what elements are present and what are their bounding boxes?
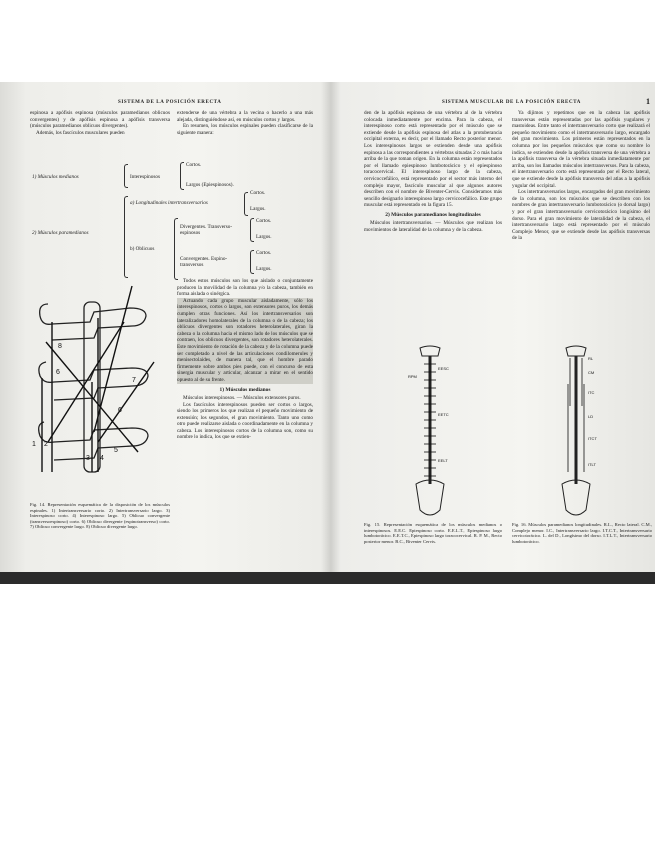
sacrum-outline: [416, 480, 444, 515]
right-page: [334, 82, 655, 572]
scheme-convergentes: Convergentes. Espino-transversos: [180, 256, 228, 269]
right-col1-text: [364, 110, 502, 234]
scheme-oblicuos: b) Oblicuos: [130, 246, 155, 252]
paragraph-highlighted: Actuando cada grupo muscular aisladamente, sólo los interespinosos, cortos o largos, son extensores puros, los demás cumplen otras funciones. Así los intertransversarios son lateralizadores homolaterales de la columna o de la cabeza; los oblicuos divergentes son rotadores heterolaterales, giran la cabeza o la columna hacia el mismo lado de los músculos que se contraen, los oblicuos divergentes, son rotadores heterolaterales. Este movimiento de rotación de la cabeza y de la columna puede ser completado a nivel de las articulaciones condilomerules y menisectolaides, de manera tal, que el hombre parado firmemente sobre ambos pies puede, con el concurso de esta sinergia muscular y articular, alcanzar a mirar en el sentido opuesto al de su frente.: [177, 297, 313, 383]
figure-label: 4: [100, 455, 104, 462]
skull-base-outline: [420, 346, 440, 356]
scheme-cortos: Cortos.: [186, 162, 202, 168]
vertebra-diagram: [28, 282, 168, 482]
scheme-cortos2: Cortos.: [250, 190, 266, 196]
left-col2-text: [177, 278, 313, 441]
section-heading: 2) Músculos paramedianos longitudinales: [385, 211, 481, 218]
paragraph: Todos estos músculos son los que aislado o conjuntamente producen la movilidad de la columna y/o la cabeza, también en forma aislada o sinérgica.: [177, 278, 313, 298]
scanned-book-spread: [0, 82, 655, 582]
paragraph: espinosa a apófisis espinosa (músculos paramedianos oblicuos convergentes) y de apófisis espinosa a apófisis transversa (músculos paramedianos oblicuos divergentes).: [30, 110, 170, 130]
figure-label: LD: [588, 414, 594, 419]
scheme-medianos: 1) Músculos medianos: [32, 174, 79, 180]
figure-caption-15: Fig. 15. Representación esquemática de los músculos medianos o interespinosos. E.E.C. Epiespinoso corto. E.E.L.T., Epiespinoso largo lumbotorácico. E.E.T.C., Epiespinoso largo toracocervical. R. P. M., Recto posterior menor. B.C., Biventer Cervis.: [364, 522, 502, 544]
left-page: [0, 82, 330, 572]
scheme-divergentes: Divergentes. Transverso-espinosos: [180, 224, 233, 237]
classification-scheme: [28, 162, 328, 272]
scheme-largos-epi: Largos (Epiespinosos).: [186, 182, 234, 188]
left-col2-top-text: [177, 110, 313, 136]
paragraph: Músculos intertransversarios. — Músculos que realizan los movimientos de lateralidad de la columna y de la cabeza.: [364, 220, 502, 233]
running-head: SISTEMA DE LA POSICIÓN ERECTA: [118, 100, 222, 105]
figure-caption-16: Fig. 16. Músculos paramedianos longitudinales. R.L., Recto lateral. C.M., Complejo menor. I.C., Intertransversario largo. I.T.C.T., Intertransversario cervicotorácico. L. del D., Longísimo del dorso. I.T.L.T., Intertransversario lumbotorácico.: [512, 522, 652, 544]
figure-label: 1: [32, 441, 36, 448]
figure-label: EETC: [438, 412, 449, 417]
figure-label: 2: [44, 441, 48, 448]
figure-label: 6: [56, 369, 60, 376]
scan-shadow-edge: [0, 572, 655, 584]
skull-base-outline: [566, 346, 586, 356]
scheme-brace: [250, 250, 254, 274]
scheme-largos4: Largos.: [256, 266, 272, 272]
right-col2-text: [512, 110, 650, 242]
figure-label: 7: [132, 377, 136, 384]
spine-figure-15: [390, 344, 470, 520]
paragraph: Además, los fascículos musculares pueden: [36, 129, 125, 136]
running-head: SISTEMA MUSCULAR DE LA POSICIÓN ERECTA: [442, 100, 581, 105]
figure-label: 8: [58, 343, 62, 350]
figure-label: 3: [86, 455, 90, 462]
left-col1-text: [30, 110, 170, 136]
page-number: 1: [646, 97, 650, 106]
scheme-cortos3: Cortos.: [256, 218, 272, 224]
paragraph: den de la apófisis espinosa de una vértebra al de la vértebra colocada inmediatamente por encima. Para la cabeza, el interespinoso corto está representado por el músculo que se extiende desde la apófisis espinosa del atlas a la protuberancia occipital externa, es decir, por el llamado Recto posterior menor. Los interespinosos largos se extienden desde una apófisis espinosa a las correspondientes a vértebras situadas 2 o más hacia arriba de la que toman origen. En la columna están representados por el llamado epiespinoso lumbotorácico y el epiespinoso toracocervical. El interespinoso largo de la cabeza, cervicoccefálico, está representado por el sector más interno del complejo mayor, fascículo muscular al que algunos autores describen con el nombre de Biventer-Cervis. Consideramos más sencillo designarlo interespinoso largo cervicocefálico. Este grupo muscular está representado en la figura 15.: [364, 110, 502, 209]
scheme-paramedianos: 2) Músculos paramedianos: [32, 230, 89, 236]
scheme-interespinosos: Interespinosos: [130, 174, 160, 180]
figure-label: CM: [588, 370, 595, 375]
figure-label: EESC: [438, 366, 449, 371]
scheme-cortos4: Cortos.: [256, 250, 272, 256]
scheme-brace: [180, 162, 184, 190]
figure-label: 6: [118, 407, 122, 414]
figure-label: RL: [588, 356, 594, 361]
scheme-brace: [124, 164, 128, 188]
figure-label: ITC: [588, 390, 595, 395]
paragraph: Músculos interespinosos. — Músculos extensores puros.: [183, 394, 301, 401]
figure-caption: Fig. 14. Representación esquemática de la disposición de los músculos espinales. 1) Intertransversario corto. 2) Intertransversario largo. 3) Interespinoso corto. 4) Interespinoso largo. 5) Oblicuo convergente (transversoespinoso) corto. 6) Oblicuo divergente (espinotransverso) corto. 7) Oblicuo convergente largo. 8) Oblicuo divergente largo.: [30, 502, 170, 530]
scheme-largos3: Largos.: [256, 234, 272, 240]
scheme-brace: [250, 218, 254, 242]
spine-figure-16: [534, 344, 618, 520]
scheme-longitudinales: a) Longitudinales intertransversarios: [130, 200, 208, 206]
scheme-brace: [244, 192, 248, 216]
scheme-largos2: Largos.: [250, 206, 266, 212]
vertebra-outline: [40, 304, 146, 340]
sacrum-outline: [562, 480, 590, 515]
figure-label: 5: [114, 447, 118, 454]
scheme-brace: [174, 218, 178, 280]
figure-label: ITLT: [588, 462, 596, 467]
figure-label: RPM: [408, 374, 417, 379]
paragraph: Los fascículos interespinosos pueden ser cortos o largos, siendo los primeros los que realizan el pequeño movimiento de extensión; los segundos, el gran movimiento. Tanto uno como otro puede realizarse aislada o coordinadamente en la columna y cabeza. Los interespinosos cortos de la columna son, como su nombre lo indica, los que se extien-: [177, 401, 313, 441]
paragraph: Los intertransversarios largos, encargados del gran movimiento de la columna, son los músculos que se describen con los nombres de gran intertransversario lumbotorácico (o dorsal largo) y por el gran intertransversario cervicotorácico longísimo del dorso. Para el gran movimiento de lateralidad de la cabeza, el intertransversario largo está representado por el músculo Complejo Menor, que se extiende desde las apófisis transversas de la: [512, 189, 650, 242]
figure-label: EELT: [438, 458, 448, 463]
vertebra-outline: [39, 422, 148, 460]
paragraph: En resumen, los músculos espinales pueden clasificarse de la siguiente manera:: [177, 123, 313, 136]
paragraph: extenderse de una vértebra a la vecina o hacerlo a una más alejada, distinguiéndose así, en músculos cortos y largos.: [177, 110, 313, 123]
section-heading: 1) Músculos medianos: [219, 386, 271, 393]
muscle-line: [98, 362, 154, 442]
scheme-brace: [124, 196, 128, 278]
figure-label: ITCT: [588, 436, 597, 441]
paragraph: Ya dijimos y repetimos que en la cabeza las apófisis transversas están representadas por las apófisis yugulares y mastoideas. Entre tanto el intertransversario corto que realizará el pequeño movimiento como el intertransversario largo, encargado del gran movimiento. Los primeros están representados en la columna por los pequeños músculos que como su nombre lo indica, se extienden desde la apófisis transversa de una vértebra a la apófisis transversa de la vértebra situada inmediatamente por arriba, son los llamados músculos intertransversos. Para la cabeza, el intertransversario corto está representado por el Recto lateral, que se extiende desde la apófisis transversa del atlas a la apófisis yugular del occipital.: [512, 110, 650, 189]
